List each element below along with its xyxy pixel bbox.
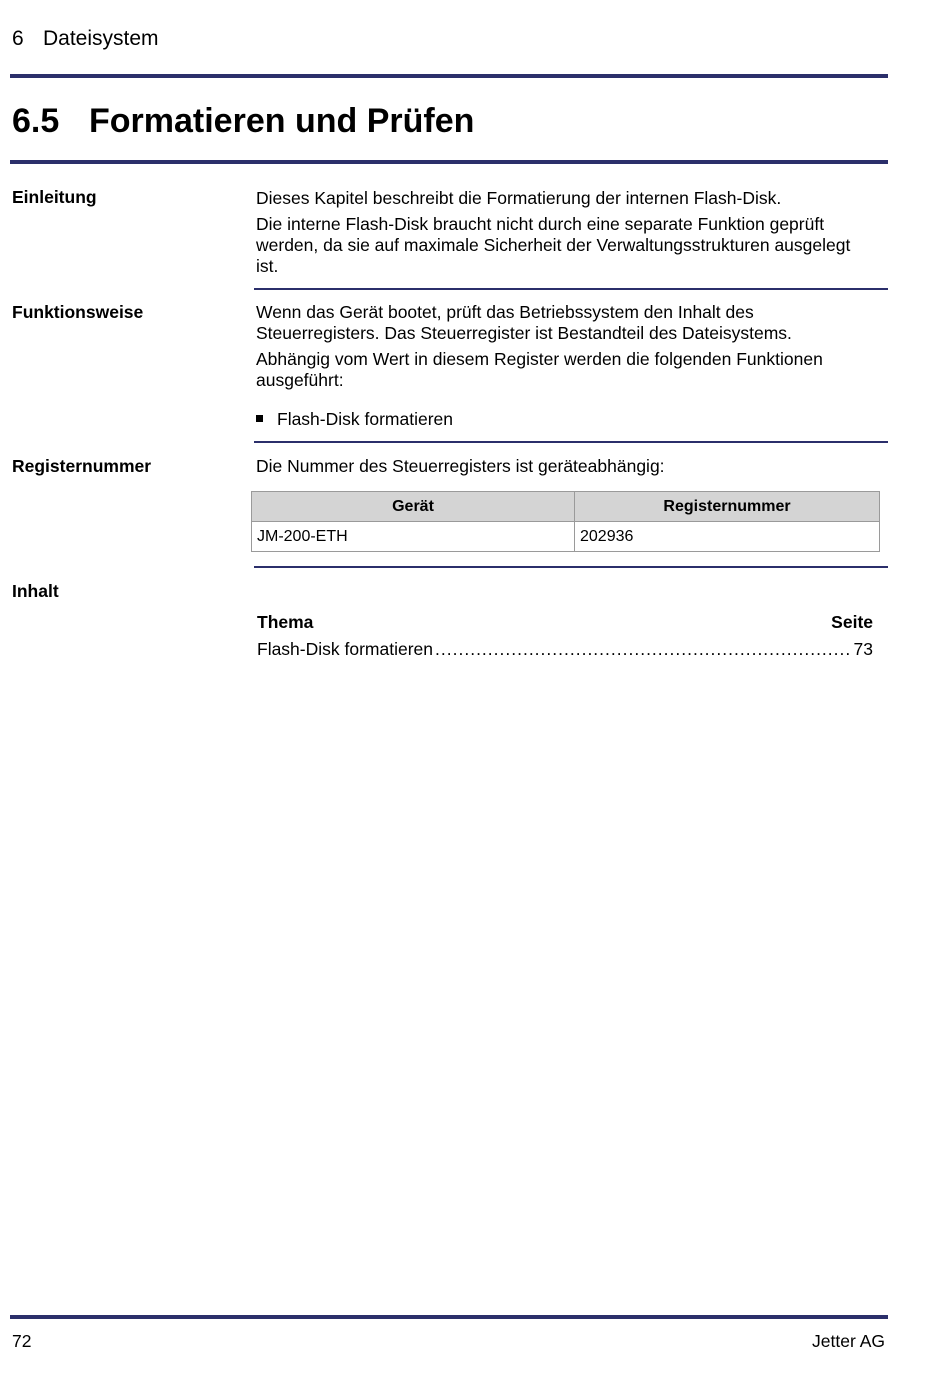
einleitung-rule [254, 288, 888, 290]
toc-entry-page[interactable]: 73 [853, 639, 873, 659]
einleitung-para2-line2: werden, da sie auf maximale Sicherheit der Verwaltungsstrukturen ausgelegt [256, 235, 851, 255]
funktionsweise-para1-line1: Wenn das Gerät bootet, prüft das Betriebssystem den Inhalt des [256, 302, 754, 322]
bullet-square-icon [256, 415, 263, 422]
header-rule [10, 74, 888, 78]
einleitung-para1: Dieses Kapitel beschreibt die Formatierung der internen Flash-Disk. [256, 188, 782, 208]
einleitung-para2 [256, 214, 886, 277]
section-rule [10, 160, 888, 164]
toc-dot-leader [435, 639, 852, 660]
registernummer-rule [254, 566, 888, 568]
bullet-list-item [256, 409, 453, 430]
section-title [12, 102, 474, 141]
toc-header [257, 612, 873, 633]
chapter-header [12, 27, 159, 51]
funktionsweise-para2 [256, 349, 886, 391]
chapter-title: Dateisystem [43, 27, 159, 50]
page-number: 72 [12, 1331, 32, 1351]
funktionsweise-rule [254, 441, 888, 443]
einleitung-para2-line1: Die interne Flash-Disk braucht nicht durch eine separate Funktion geprüft [256, 214, 825, 234]
footer-rule [10, 1315, 888, 1319]
einleitung-para2-line3: ist. [256, 256, 279, 276]
table-cell-registernummer: 202936 [575, 522, 880, 552]
funktionsweise-para1 [256, 302, 886, 344]
funktionsweise-para1-line2: Steuerregisters. Das Steuerregister ist Bestandteil des Dateisystems. [256, 323, 792, 343]
toc-header-topic: Thema [257, 612, 314, 632]
chapter-number: 6 [12, 27, 24, 50]
table-cell-geraet: JM-200-ETH [252, 522, 575, 552]
toc-entry[interactable] [257, 639, 873, 660]
bullet-text: Flash-Disk formatieren [277, 409, 454, 429]
einleitung-label: Einleitung [12, 187, 97, 207]
registernummer-intro: Die Nummer des Steuerregisters ist geräteabhängig: [256, 456, 665, 476]
section-number: 6.5 [12, 102, 60, 140]
company-name: Jetter AG [812, 1331, 885, 1351]
funktionsweise-para2-line2: ausgeführt: [256, 370, 344, 390]
table-row [252, 522, 880, 552]
funktionsweise-para2-line1: Abhängig vom Wert in diesem Register werden die folgenden Funktionen [256, 349, 823, 369]
table-header-geraet: Gerät [252, 492, 575, 522]
register-table [251, 491, 880, 552]
section-heading: Formatieren und Prüfen [89, 102, 475, 140]
toc-header-page: Seite [831, 612, 873, 632]
table-header-registernummer: Registernummer [575, 492, 880, 522]
table-header-row [252, 492, 880, 522]
funktionsweise-label: Funktionsweise [12, 302, 144, 322]
toc-entry-topic[interactable]: Flash-Disk formatieren [257, 639, 434, 659]
inhalt-label: Inhalt [12, 581, 59, 601]
registernummer-label: Registernummer [12, 456, 152, 476]
